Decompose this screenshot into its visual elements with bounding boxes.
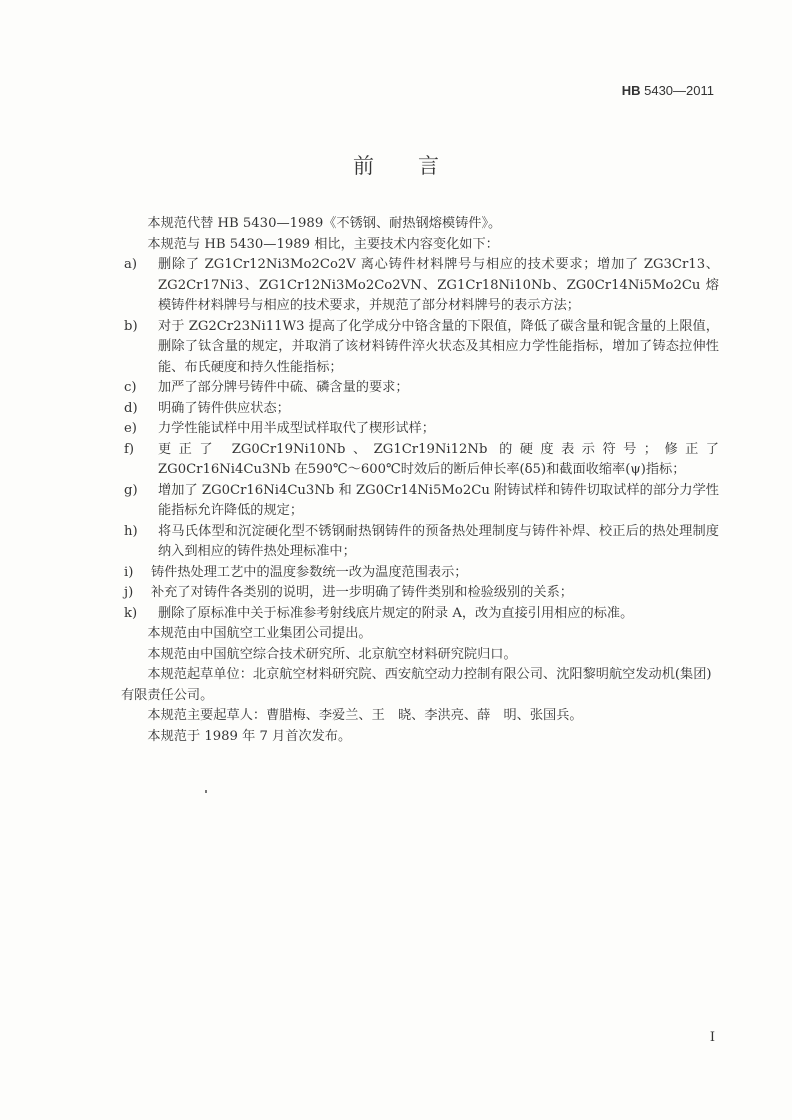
page-number: I — [709, 1030, 715, 1045]
list-text: 更正了 ZG0Cr19Ni10Nb、ZG1Cr19Ni12Nb 的硬度表示符号；修正了 ZG0Cr16Ni4Cu3Nb 在590℃～600℃时效后的断后伸长率(δ5)和截面收缩率(ψ)指标； — [158, 441, 719, 477]
list-text: 删除了 ZG1Cr12Ni3Mo2Co2V 离心铸件材料牌号与相应的技术要求；增加了 ZG3Cr13、ZG2Cr17Ni3、ZG1Cr12Ni3Mo2Co2VN、ZG1Cr18Ni10Nb、ZG0Cr14Ni5Mo2Cu 熔模铸件材料牌号与相应的技术要求，并规范了部分材料牌号的表示方法； — [158, 257, 719, 313]
paragraph: 本规范由中国航空工业集团公司提出。 — [147, 626, 372, 641]
list-text: 明确了铸件供应状态； — [158, 400, 290, 416]
list-label: d) — [124, 400, 138, 416]
list-item — [121, 317, 719, 379]
list-item — [121, 583, 719, 604]
list-text: 补充了对铸件各类别的说明，进一步明确了铸件类别和检验级别的关系； — [151, 585, 573, 600]
list-item — [121, 419, 719, 440]
paragraph: 本规范代替 HB 5430—1989《不锈钢、耐热钢熔模铸件》。 — [147, 216, 502, 231]
list-label: e) — [124, 421, 137, 436]
list-text: 增加了 ZG0Cr16Ni4Cu3Nb 和 ZG0Cr14Ni5Mo2Cu 附铸试样和铸件切取试样的部分力学性能指标允许降低的规定； — [158, 482, 719, 518]
paragraph: 本规范起草单位：北京航空材料研究院、西安航空动力控制有限公司、沈阳黎明航空发动机(集团)有限责任公司。 — [121, 667, 712, 703]
list-label: c) — [124, 380, 137, 395]
list-label: j) — [124, 585, 134, 600]
list-label: g) — [124, 482, 138, 498]
scan-speck — [205, 790, 207, 793]
foreword-body — [121, 214, 719, 747]
list-item — [121, 563, 719, 584]
list-item — [121, 255, 719, 317]
list-text: 力学性能试样中用半成型试样取代了楔形试样； — [158, 421, 435, 436]
list-item — [121, 604, 719, 625]
list-text: 删除了原标准中关于标准参考射线底片规定的附录 A，改为直接引用相应的标准。 — [158, 605, 634, 621]
list-label: b) — [124, 318, 138, 334]
list-item — [121, 378, 719, 399]
list-text: 加严了部分牌号铸件中硫、磷含量的要求； — [158, 380, 409, 395]
standard-code: HB 5430—2011 — [621, 83, 714, 98]
list-text: 将马氏体型和沉淀硬化型不锈钢耐热钢铸件的预备热处理制度与铸件补焊、校正后的热处理制度纳入到相应的铸件热处理标准中； — [158, 523, 719, 559]
list-item — [121, 440, 719, 481]
list-text: 铸件热处理工艺中的温度参数统一改为温度范围表示； — [151, 564, 468, 580]
paragraph: 本规范与 HB 5430—1989 相比，主要技术内容变化如下： — [147, 236, 499, 252]
paragraph: 本规范主要起草人：曹腊梅、李爱兰、王 晓、李洪亮、薛 明、张国兵。 — [147, 708, 583, 723]
paragraph: 本规范于 1989 年 7 月首次发布。 — [147, 728, 352, 744]
list-item — [121, 481, 719, 522]
paragraph: 本规范由中国航空综合技术研究所、北京航空材料研究院归口。 — [147, 646, 517, 662]
list-label: f) — [124, 441, 135, 457]
list-label: a) — [124, 257, 138, 272]
list-item — [121, 522, 719, 563]
list-item — [121, 399, 719, 420]
list-label: k) — [124, 605, 138, 621]
list-label: i) — [124, 564, 134, 580]
page-title: 前言 — [353, 154, 483, 178]
list-label: h) — [124, 523, 138, 539]
list-text: 对于 ZG2Cr23Ni11W3 提高了化学成分中铬含量的下限值，降低了碳含量和铌含量的上限值，删除了钛含量的规定，并取消了该材料铸件淬火状态及其相应力学性能指标，增加了铸态拉伸性能、布氏硬度和持久性能指标； — [158, 318, 719, 375]
